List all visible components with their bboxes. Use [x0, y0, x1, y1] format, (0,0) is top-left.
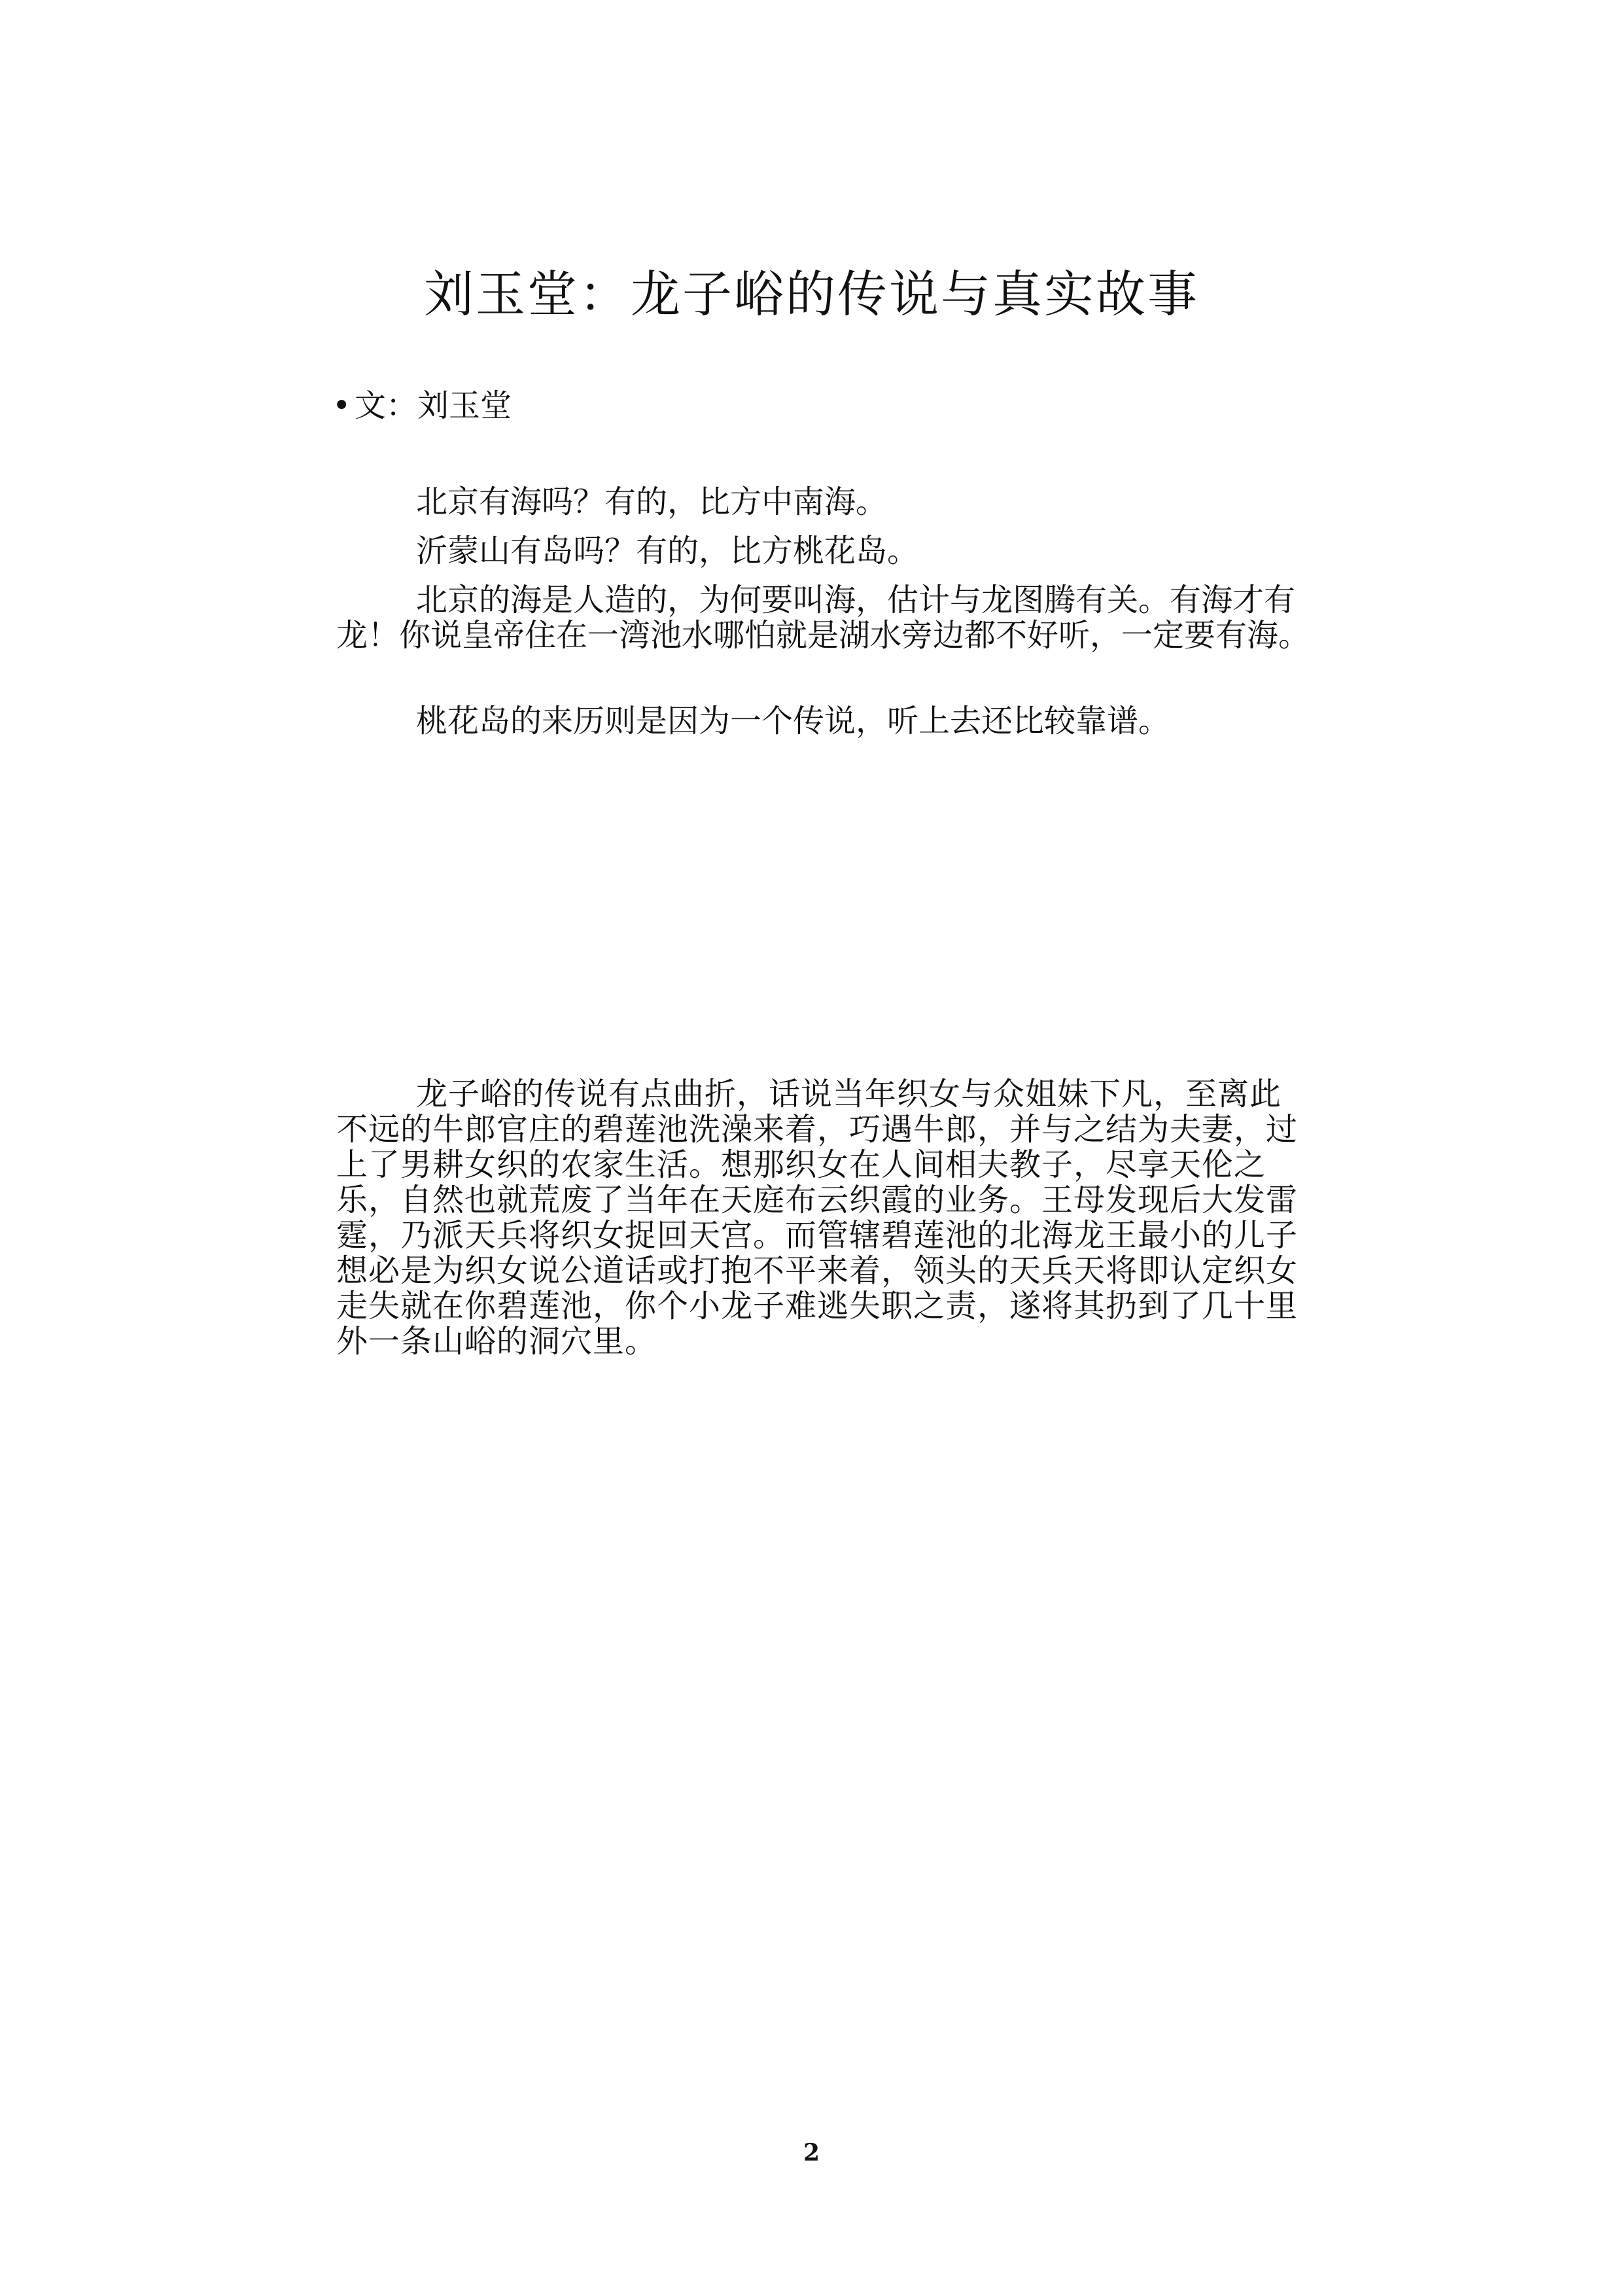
paragraph-4: 桃花岛的来历则是因为一个传说，听上去还比较靠谱。 [416, 703, 1170, 739]
byline [332, 385, 512, 427]
bullet-icon: • [332, 387, 351, 424]
byline-text: 文：刘玉堂 [355, 387, 512, 424]
page-title: 刘玉堂：龙子峪的传说与真实故事 [424, 265, 1199, 323]
paragraph-2: 沂蒙山有岛吗？有的，比方桃花岛。 [416, 533, 919, 569]
paragraph-5: 龙子峪的传说有点曲折，话说当年织女与众姐妹下凡，至离此不远的牛郎官庄的碧莲池洗澡来着，巧遇牛郎，并与之结为夫妻，过上了男耕女织的农家生活。想那织女在人间相夫教子，尽享天伦之乐，自然也就荒废了当年在天庭布云织霞的业务。王母发现后大发雷霆，乃派天兵将织女捉回天宫。而管辖碧莲池的北海龙王最小的儿子想必是为织女说公道话或打抱不平来着，领头的天兵天将即认定织女走失就在你碧莲池，你个小龙子难逃失职之责，遂将其扔到了几十里外一条山峪的洞穴里。 [336, 1076, 1299, 1360]
page-number: 2 [803, 2139, 820, 2166]
paragraph-3: 北京的海是人造的，为何要叫海，估计与龙图腾有关。有海才有龙！你说皇帝住在一湾池水哪怕就是湖水旁边都不好听，一定要有海。 [336, 582, 1310, 654]
paragraph-1: 北京有海吗？有的，比方中南海。 [416, 484, 888, 520]
